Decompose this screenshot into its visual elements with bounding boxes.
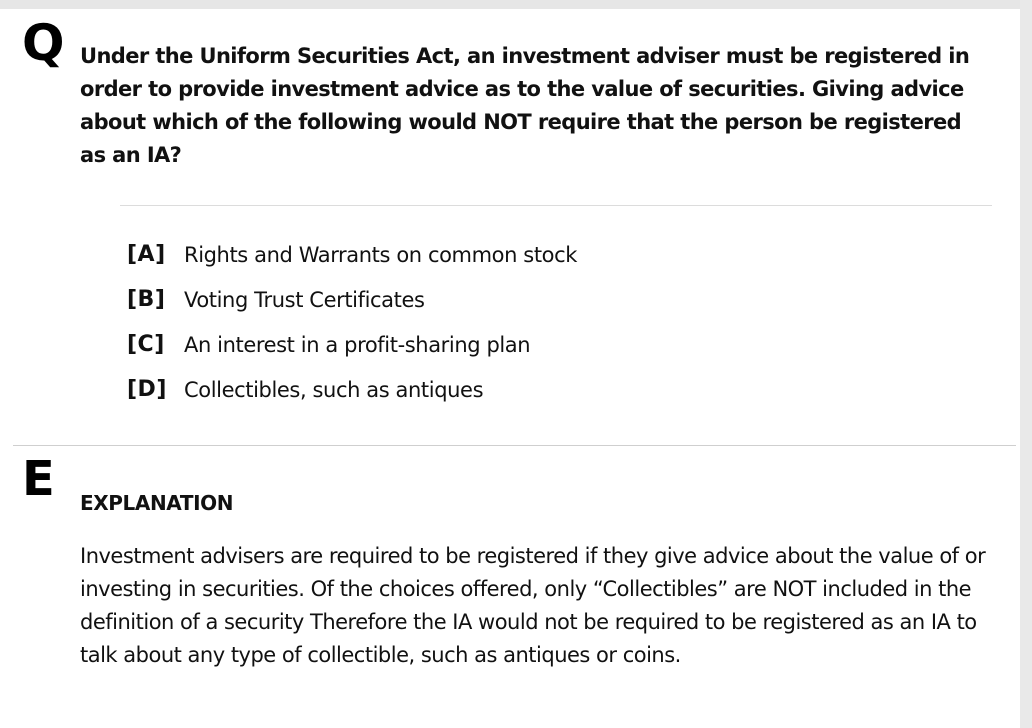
question-marker: Q [22,14,65,72]
choice-text: An interest in a profit-sharing plan [184,332,531,357]
section-divider [13,445,1016,446]
top-scroll-edge [0,0,1032,9]
choice-letter: [B] [127,287,166,312]
question-divider [120,205,992,206]
choice-c[interactable] [127,322,577,367]
choice-b[interactable] [127,277,577,322]
choice-text: Rights and Warrants on common stock [184,242,578,267]
choice-d[interactable] [127,367,577,412]
explanation-heading: EXPLANATION [80,491,234,515]
explanation-text: Investment advisers are required to be registered if they give advice about the value of or investing in securities. Of the choices offered, only “Collectibles” are NOT included in the definition of a security Therefore the IA would not be required to be registered as an IA to talk about any type of collectible, such as antiques or coins. [80,544,986,667]
choice-letter: [A] [127,242,166,267]
choice-letter: [D] [127,377,167,402]
choice-text: Voting Trust Certificates [184,287,425,312]
answer-choices [127,232,577,412]
explanation-marker: E [22,451,55,507]
choice-letter: [C] [127,332,165,357]
choice-text: Collectibles, such as antiques [184,377,484,402]
vertical-scrollbar[interactable] [1020,0,1032,728]
choice-a[interactable] [127,232,577,277]
question-text: Under the Uniform Securities Act, an investment adviser must be registered in order to provide investment advice as to the value of securities. Giving advice about which of the following would NOT require that the person be registered as an IA? [80,44,970,167]
